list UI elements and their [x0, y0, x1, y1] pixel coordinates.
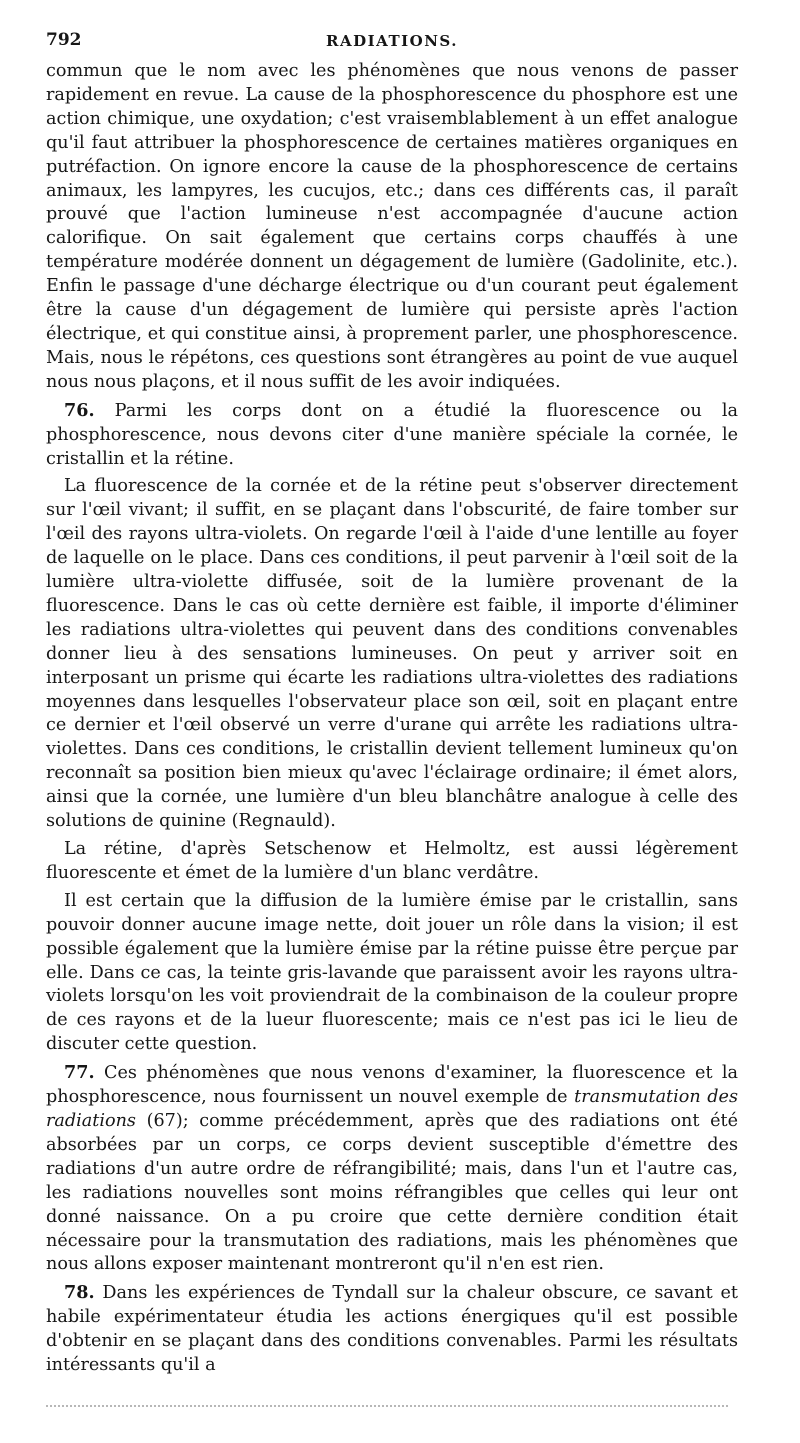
paragraph-cornea-fluorescence — [46, 475, 738, 834]
paragraph-text: Parmi les corps dont on a étudié la fluorescence ou la phosphorescence, nous devons citer d'une manière spéciale la cornée, le cristallin et la rétine. — [46, 400, 738, 469]
paragraph-continued — [46, 60, 738, 395]
page-header — [46, 26, 738, 60]
paragraph-76 — [46, 399, 738, 472]
italic-term: transmutation des radiations — [46, 1087, 738, 1131]
paragraph-number: 78. — [64, 1282, 95, 1304]
page-number: 792 — [46, 30, 82, 50]
paragraph-text: La fluorescence de la cornée et de la rétine peut s'observer directement sur l'œil vivant; il suffit, en se plaçant dans l'obscurité, de faire tomber sur l'œil des rayons ultra-violets. On regarde l'œil à l'aide d'une lentille au foyer de laquelle on le place. Dans ces conditions, il peut parvenir à l'œil soit de la lumière ultra-violette diffusée, soit de la lumière provenant de la fluorescence. Dans le cas où cette dernière est faible, il importe d'éliminer les radiations ultra-violettes qui peuvent dans des conditions convenables donner lieu à des sensations lumineuses. On peut y arriver soit en interposant un prisme qui écarte les radiations ultra-violettes des radiations moyennes dans lesquelles l'observateur place son œil, soit en plaçant entre ce dernier et l'œil observé un verre d'urane qui arrête les radiations ultra-violettes. Dans ces conditions, le cristallin devient tellement lumineux qu'on reconnaît sa position bien mieux qu'avec l'éclairage ordinaire; il émet alors, ainsi que la cornée, une lumière d'un bleu blanchâtre analogue à celle des solutions de quinine (Regnauld). — [46, 476, 738, 832]
running-title: RADIATIONS. — [326, 32, 458, 50]
paragraph-text: Ces phénomènes que nous venons d'examiner, la fluorescence et la phosphorescence, nous fournissent un nouvel exemple de — [46, 1063, 739, 1108]
paragraph-text: commun que le nom avec les phénomènes que nous venons de passer rapidement en revue. La cause de la phosphorescence du phosphore est une action chimique, une oxydation; c'est vraisemblablement à un effet analogue qu'il faut attribuer la phosphorescence de certaines matières organiques en putréfaction. On ignore encore la cause de la phosphorescence de certains animaux, les lampyres, les cucujos, etc.; dans ces différents cas, il paraît prouvé que l'action lumineuse n'est accompagnée d'aucune action calorifique. On sait également que certains corps chauffés à une température modérée donnent un dégagement de lumière (Gadolinite, etc.). Enfin le passage d'une décharge électrique ou d'un courant peut également être la cause d'un dégagement de lumière qui persiste après l'action électrique, et qui constitue ainsi, à proprement parler, une phosphorescence. Mais, nous le répétons, ces questions sont étrangères au point de vue auquel nous nous plaçons, et il nous suffit de les avoir indiquées. — [46, 61, 738, 392]
paragraph-text: La rétine, d'après Setschenow et Helmoltz, est aussi légèrement fluorescente et émet de la lumière d'un blanc verdâtre. — [46, 839, 738, 883]
body-text — [46, 60, 738, 1378]
book-page — [46, 26, 738, 1421]
paragraph-text: Il est certain que la diffusion de la lumière émise par le cristallin, sans pouvoir donner aucune image nette, doit jouer un rôle dans la vision; il est possible également que la lumière émise par la rétine puisse être perçue par elle. Dans ce cas, la teinte gris-lavande que paraissent avoir les rayons ultra-violets lorsqu'on les voit proviendrait de la combinaison de la couleur propre de ces rayons et de la lueur fluorescente; mais ce n'est pas ici le lieu de discuter cette question. — [46, 890, 738, 1055]
paragraph-number: 77. — [64, 1062, 95, 1084]
paragraph-77 — [46, 1061, 738, 1277]
paragraph-text: (67); comme précédemment, après que des radiations ont été absorbées par un corps, ce corps devient susceptible d'émettre des radiations d'un autre ordre de réfrangibilité; mais, dans l'un et l'autre cas, les radiations nouvelles sont moins réfrangibles que celles qui leur ont donné naissance. On a pu croire que cette dernière condition était nécessaire pour la transmutation des radiations, mais les phénomènes que nous allons exposer maintenant montreront qu'il n'en est rien. — [46, 1110, 738, 1275]
footer-dotted-rule — [46, 1405, 728, 1409]
paragraph-number: 76. — [64, 399, 95, 421]
paragraph-vision — [46, 890, 738, 1057]
paragraph-78 — [46, 1281, 738, 1378]
paragraph-text: Dans les expériences de Tyndall sur la chaleur obscure, ce savant et habile expérimentateur étudia les actions énergiques qu'il est possible d'obtenir en se plaçant dans des conditions convenables. Parmi les résultats intéressants qu'il a — [46, 1283, 738, 1376]
paragraph-retina — [46, 838, 738, 886]
